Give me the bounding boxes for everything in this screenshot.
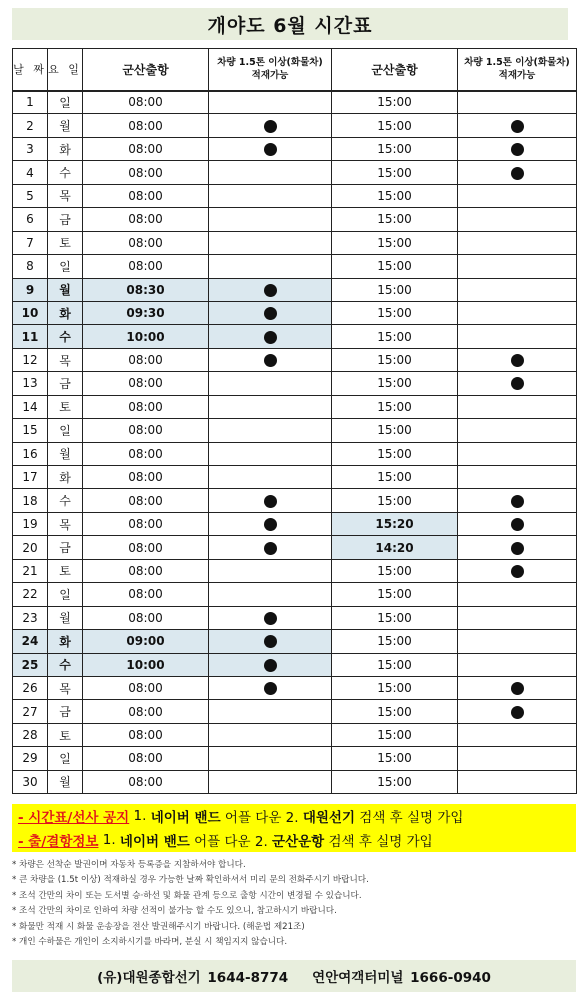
cell-depart-afternoon: 15:00 — [332, 442, 458, 465]
cell-vehicle-morning — [209, 231, 332, 254]
cell-weekday: 목 — [48, 676, 83, 699]
cell-depart-afternoon: 15:00 — [332, 91, 458, 114]
cell-weekday: 금 — [48, 372, 83, 395]
table-row — [13, 161, 577, 184]
table-row — [13, 278, 577, 301]
header-depart-morning: 군산출항 — [83, 49, 209, 91]
cell-weekday: 일 — [48, 583, 83, 606]
notice-schedule-text1: 1. — [129, 808, 151, 824]
note-item: * 조석 간만의 차이로 인하여 차량 선적이 불가능 할 수도 있으니, 참고하시기 바랍니다. — [12, 906, 337, 917]
notice-operation-title: - 출/결항정보 — [18, 834, 99, 850]
cell-weekday: 일 — [48, 419, 83, 442]
cell-depart-afternoon: 14:20 — [332, 536, 458, 559]
cell-vehicle-afternoon — [458, 419, 577, 442]
vehicle-available-dot-icon — [264, 518, 277, 531]
cell-day: 20 — [13, 536, 48, 559]
cell-depart-morning: 08:00 — [83, 466, 209, 489]
cell-vehicle-afternoon — [458, 137, 577, 160]
cell-vehicle-afternoon — [458, 747, 577, 770]
cell-depart-afternoon: 15:00 — [332, 466, 458, 489]
table-row — [13, 770, 577, 793]
cell-depart-afternoon: 15:00 — [332, 630, 458, 653]
cell-weekday: 일 — [48, 255, 83, 278]
cell-depart-morning: 08:00 — [83, 747, 209, 770]
cell-vehicle-afternoon — [458, 653, 577, 676]
vehicle-available-dot-icon — [511, 120, 524, 133]
notice-schedule-title: - 시간표/선사 공지 — [18, 810, 130, 826]
cell-depart-afternoon: 15:00 — [332, 301, 458, 324]
cell-vehicle-afternoon — [458, 255, 577, 278]
notice-operation — [12, 828, 576, 852]
header-vehicle-morning — [209, 49, 332, 91]
cell-vehicle-morning — [209, 442, 332, 465]
cell-weekday: 월 — [48, 278, 83, 301]
vehicle-available-dot-icon — [511, 682, 524, 695]
cell-day: 26 — [13, 676, 48, 699]
table-row — [13, 606, 577, 629]
cell-vehicle-morning — [209, 606, 332, 629]
cell-depart-morning: 08:00 — [83, 395, 209, 418]
cell-depart-morning: 08:00 — [83, 583, 209, 606]
table-row — [13, 442, 577, 465]
cell-depart-morning: 09:30 — [83, 301, 209, 324]
header-depart-afternoon: 군산출항 — [332, 49, 458, 91]
cell-depart-afternoon: 15:00 — [332, 231, 458, 254]
cell-day: 12 — [13, 348, 48, 371]
cell-depart-morning: 08:00 — [83, 606, 209, 629]
cell-weekday: 금 — [48, 208, 83, 231]
cell-vehicle-afternoon — [458, 395, 577, 418]
cell-depart-morning: 08:30 — [83, 278, 209, 301]
cell-vehicle-morning — [209, 348, 332, 371]
vehicle-available-dot-icon — [264, 682, 277, 695]
cell-day: 5 — [13, 184, 48, 207]
cell-vehicle-afternoon — [458, 301, 577, 324]
cell-vehicle-afternoon — [458, 630, 577, 653]
cell-depart-afternoon: 15:00 — [332, 114, 458, 137]
cell-depart-afternoon: 15:20 — [332, 512, 458, 535]
cell-depart-morning: 08:00 — [83, 419, 209, 442]
cell-depart-afternoon: 15:00 — [332, 395, 458, 418]
schedule-table — [12, 48, 577, 794]
cell-depart-morning: 08:00 — [83, 770, 209, 793]
cell-vehicle-morning — [209, 325, 332, 348]
cell-day: 10 — [13, 301, 48, 324]
cell-depart-morning: 10:00 — [83, 653, 209, 676]
cell-day: 23 — [13, 606, 48, 629]
cell-vehicle-afternoon — [458, 114, 577, 137]
cell-vehicle-morning — [209, 489, 332, 512]
vehicle-available-dot-icon — [264, 331, 277, 344]
cell-vehicle-morning — [209, 630, 332, 653]
cell-weekday: 토 — [48, 395, 83, 418]
vehicle-available-dot-icon — [511, 518, 524, 531]
cell-vehicle-morning — [209, 653, 332, 676]
cell-depart-morning: 08:00 — [83, 512, 209, 535]
cell-depart-afternoon: 15:00 — [332, 419, 458, 442]
table-row — [13, 348, 577, 371]
cell-depart-morning: 08:00 — [83, 91, 209, 114]
cell-weekday: 화 — [48, 466, 83, 489]
cell-vehicle-afternoon — [458, 348, 577, 371]
notice-operation-text1: 1. — [98, 832, 120, 848]
cell-depart-afternoon: 15:00 — [332, 583, 458, 606]
table-row — [13, 489, 577, 512]
cell-depart-afternoon: 15:00 — [332, 161, 458, 184]
cell-vehicle-morning — [209, 770, 332, 793]
cell-day: 29 — [13, 747, 48, 770]
cell-weekday: 목 — [48, 512, 83, 535]
cell-depart-morning: 08:00 — [83, 676, 209, 699]
cell-vehicle-morning — [209, 184, 332, 207]
cell-depart-morning: 08:00 — [83, 348, 209, 371]
note-item: * 큰 차량을 (1.5t 이상) 적재하실 경우 가능한 날짜 확인하셔서 미리 문의 전화주시기 바랍니다. — [12, 875, 369, 886]
cell-day: 9 — [13, 278, 48, 301]
header-weekday: 요 일 — [48, 49, 83, 91]
notice-schedule-keyword: 대원선기 — [302, 810, 355, 826]
cell-day: 27 — [13, 700, 48, 723]
cell-weekday: 일 — [48, 91, 83, 114]
notice-schedule — [12, 804, 576, 828]
cell-depart-afternoon: 15:00 — [332, 606, 458, 629]
cell-day: 25 — [13, 653, 48, 676]
cell-weekday: 토 — [48, 231, 83, 254]
note-item: * 조석 간만의 차이 또는 도서별 승·하선 및 화물 관계 등으로 출항 시간이 변경될 수 있습니다. — [12, 890, 362, 901]
cell-depart-afternoon: 15:00 — [332, 723, 458, 746]
vehicle-available-dot-icon — [511, 495, 524, 508]
cell-vehicle-afternoon — [458, 184, 577, 207]
page-title: 개야도 6월 시간표 — [12, 8, 568, 40]
cell-vehicle-morning — [209, 137, 332, 160]
cell-depart-afternoon: 15:00 — [332, 208, 458, 231]
table-row — [13, 208, 577, 231]
cell-depart-morning: 08:00 — [83, 161, 209, 184]
cell-depart-afternoon: 15:00 — [332, 747, 458, 770]
cell-vehicle-afternoon — [458, 372, 577, 395]
cell-vehicle-afternoon — [458, 208, 577, 231]
table-row — [13, 512, 577, 535]
vehicle-available-dot-icon — [264, 659, 277, 672]
cell-depart-morning: 08:00 — [83, 723, 209, 746]
cell-depart-afternoon: 15:00 — [332, 700, 458, 723]
cell-vehicle-afternoon — [458, 723, 577, 746]
header-vehicle-afternoon-line2: 적재가능 — [498, 70, 536, 82]
cell-weekday: 토 — [48, 559, 83, 582]
cell-vehicle-afternoon — [458, 559, 577, 582]
header-vehicle-morning-line1: 차량 1.5톤 이상(화물차) — [217, 57, 323, 69]
cell-weekday: 월 — [48, 114, 83, 137]
cell-weekday: 월 — [48, 770, 83, 793]
vehicle-available-dot-icon — [511, 354, 524, 367]
cell-weekday: 월 — [48, 606, 83, 629]
table-row — [13, 700, 577, 723]
table-row — [13, 372, 577, 395]
cell-depart-morning: 08:00 — [83, 700, 209, 723]
footer-contacts — [12, 960, 576, 992]
cell-day: 17 — [13, 466, 48, 489]
cell-vehicle-morning — [209, 676, 332, 699]
cell-vehicle-afternoon — [458, 770, 577, 793]
table-row — [13, 466, 577, 489]
footer-contact-terminal: 연안여객터미널 1666-0940 — [312, 970, 491, 986]
vehicle-available-dot-icon — [264, 635, 277, 648]
header-vehicle-morning-line2: 적재가능 — [251, 70, 289, 82]
cell-vehicle-morning — [209, 255, 332, 278]
header-vehicle-afternoon — [458, 49, 577, 91]
vehicle-available-dot-icon — [511, 377, 524, 390]
table-row — [13, 559, 577, 582]
table-row — [13, 184, 577, 207]
cell-day: 4 — [13, 161, 48, 184]
cell-vehicle-morning — [209, 114, 332, 137]
cell-depart-afternoon: 15:00 — [332, 255, 458, 278]
cell-day: 11 — [13, 325, 48, 348]
vehicle-available-dot-icon — [511, 167, 524, 180]
table-row — [13, 325, 577, 348]
cell-depart-morning: 08:00 — [83, 559, 209, 582]
header-day: 날 짜 — [13, 49, 48, 91]
cell-vehicle-afternoon — [458, 606, 577, 629]
table-row — [13, 630, 577, 653]
table-row — [13, 395, 577, 418]
vehicle-available-dot-icon — [264, 354, 277, 367]
cell-vehicle-morning — [209, 536, 332, 559]
cell-vehicle-afternoon — [458, 536, 577, 559]
table-header-row — [13, 49, 577, 91]
cell-day: 16 — [13, 442, 48, 465]
cell-day: 28 — [13, 723, 48, 746]
cell-vehicle-afternoon — [458, 466, 577, 489]
cell-vehicle-morning — [209, 747, 332, 770]
cell-vehicle-morning — [209, 278, 332, 301]
cell-vehicle-afternoon — [458, 676, 577, 699]
cell-vehicle-afternoon — [458, 278, 577, 301]
cell-day: 2 — [13, 114, 48, 137]
vehicle-available-dot-icon — [264, 143, 277, 156]
cell-weekday: 수 — [48, 161, 83, 184]
cell-depart-afternoon: 15:00 — [332, 278, 458, 301]
vehicle-available-dot-icon — [264, 307, 277, 320]
cell-day: 21 — [13, 559, 48, 582]
cell-depart-morning: 08:00 — [83, 255, 209, 278]
table-row — [13, 653, 577, 676]
cell-day: 13 — [13, 372, 48, 395]
cell-weekday: 목 — [48, 348, 83, 371]
cell-weekday: 수 — [48, 489, 83, 512]
cell-day: 30 — [13, 770, 48, 793]
cell-day: 22 — [13, 583, 48, 606]
cell-vehicle-morning — [209, 723, 332, 746]
note-item: * 개인 수하물은 개인이 소지하시기를 바라며, 분실 시 책임지지 않습니다. — [12, 937, 288, 948]
note-item: * 화물만 적재 시 화물 운송장을 전산 발권해주시기 바랍니다. (해운법 제21조) — [12, 921, 305, 932]
footer-contact-company: (유)대원종합선기 1644-8774 — [97, 970, 289, 986]
cell-depart-morning: 08:00 — [83, 184, 209, 207]
cell-vehicle-afternoon — [458, 700, 577, 723]
cell-vehicle-afternoon — [458, 583, 577, 606]
cell-depart-morning: 08:00 — [83, 442, 209, 465]
notice-operation-text3: 검색 후 실명 가입 — [324, 834, 433, 850]
vehicle-available-dot-icon — [511, 706, 524, 719]
cell-vehicle-morning — [209, 301, 332, 324]
cell-depart-morning: 09:00 — [83, 630, 209, 653]
cell-weekday: 금 — [48, 536, 83, 559]
table-row — [13, 137, 577, 160]
cell-vehicle-afternoon — [458, 512, 577, 535]
cell-day: 18 — [13, 489, 48, 512]
cell-weekday: 목 — [48, 184, 83, 207]
cell-weekday: 월 — [48, 442, 83, 465]
cell-depart-afternoon: 15:00 — [332, 676, 458, 699]
cell-day: 7 — [13, 231, 48, 254]
table-row — [13, 747, 577, 770]
cell-day: 1 — [13, 91, 48, 114]
cell-depart-morning: 08:00 — [83, 208, 209, 231]
cell-depart-afternoon: 15:00 — [332, 653, 458, 676]
cell-depart-afternoon: 15:00 — [332, 372, 458, 395]
cell-depart-morning: 10:00 — [83, 325, 209, 348]
cell-vehicle-afternoon — [458, 231, 577, 254]
notice-schedule-band: 네이버 밴드 — [150, 810, 221, 826]
cell-vehicle-morning — [209, 208, 332, 231]
cell-depart-afternoon: 15:00 — [332, 184, 458, 207]
table-row — [13, 583, 577, 606]
table-row — [13, 419, 577, 442]
cell-depart-afternoon: 15:00 — [332, 559, 458, 582]
table-row — [13, 676, 577, 699]
table-row — [13, 91, 577, 114]
cell-day: 24 — [13, 630, 48, 653]
vehicle-available-dot-icon — [511, 565, 524, 578]
cell-depart-morning: 08:00 — [83, 536, 209, 559]
cell-depart-morning: 08:00 — [83, 231, 209, 254]
cell-weekday: 화 — [48, 630, 83, 653]
vehicle-available-dot-icon — [264, 495, 277, 508]
table-row — [13, 536, 577, 559]
notice-operation-keyword: 군산운항 — [272, 834, 325, 850]
cell-depart-afternoon: 15:00 — [332, 489, 458, 512]
vehicle-available-dot-icon — [264, 612, 277, 625]
table-row — [13, 723, 577, 746]
vehicle-available-dot-icon — [264, 120, 277, 133]
cell-weekday: 화 — [48, 301, 83, 324]
vehicle-available-dot-icon — [511, 143, 524, 156]
cell-vehicle-morning — [209, 372, 332, 395]
cell-vehicle-afternoon — [458, 91, 577, 114]
cell-vehicle-afternoon — [458, 325, 577, 348]
cell-day: 14 — [13, 395, 48, 418]
notice-schedule-text2: 어플 다운 2. — [220, 810, 303, 826]
cell-vehicle-morning — [209, 466, 332, 489]
cell-depart-afternoon: 15:00 — [332, 137, 458, 160]
cell-day: 19 — [13, 512, 48, 535]
cell-day: 15 — [13, 419, 48, 442]
vehicle-available-dot-icon — [264, 542, 277, 555]
table-row — [13, 255, 577, 278]
notes-list — [12, 858, 572, 950]
cell-vehicle-morning — [209, 419, 332, 442]
cell-vehicle-morning — [209, 700, 332, 723]
cell-weekday: 토 — [48, 723, 83, 746]
vehicle-available-dot-icon — [511, 542, 524, 555]
cell-depart-morning: 08:00 — [83, 137, 209, 160]
cell-day: 6 — [13, 208, 48, 231]
cell-vehicle-morning — [209, 161, 332, 184]
cell-day: 3 — [13, 137, 48, 160]
cell-vehicle-morning — [209, 512, 332, 535]
cell-depart-afternoon: 15:00 — [332, 325, 458, 348]
cell-vehicle-morning — [209, 395, 332, 418]
cell-vehicle-afternoon — [458, 161, 577, 184]
cell-depart-afternoon: 15:00 — [332, 348, 458, 371]
vehicle-available-dot-icon — [264, 284, 277, 297]
cell-vehicle-afternoon — [458, 442, 577, 465]
table-row — [13, 231, 577, 254]
cell-weekday: 수 — [48, 653, 83, 676]
cell-vehicle-afternoon — [458, 489, 577, 512]
notice-schedule-text3: 검색 후 실명 가입 — [355, 810, 464, 826]
cell-depart-morning: 08:00 — [83, 489, 209, 512]
cell-depart-afternoon: 15:00 — [332, 770, 458, 793]
notice-operation-band: 네이버 밴드 — [119, 834, 190, 850]
cell-vehicle-morning — [209, 91, 332, 114]
cell-depart-morning: 08:00 — [83, 114, 209, 137]
notice-operation-text2: 어플 다운 2. — [189, 834, 273, 850]
table-row — [13, 301, 577, 324]
cell-vehicle-morning — [209, 583, 332, 606]
cell-weekday: 수 — [48, 325, 83, 348]
header-vehicle-afternoon-line1: 차량 1.5톤 이상(화물차) — [464, 57, 570, 69]
cell-vehicle-morning — [209, 559, 332, 582]
cell-weekday: 일 — [48, 747, 83, 770]
note-item: * 차량은 선착순 발권이며 자동차 등록증을 지참하셔야 합니다. — [12, 860, 246, 870]
cell-depart-morning: 08:00 — [83, 372, 209, 395]
cell-weekday: 화 — [48, 137, 83, 160]
table-row — [13, 114, 577, 137]
cell-weekday: 금 — [48, 700, 83, 723]
cell-day: 8 — [13, 255, 48, 278]
